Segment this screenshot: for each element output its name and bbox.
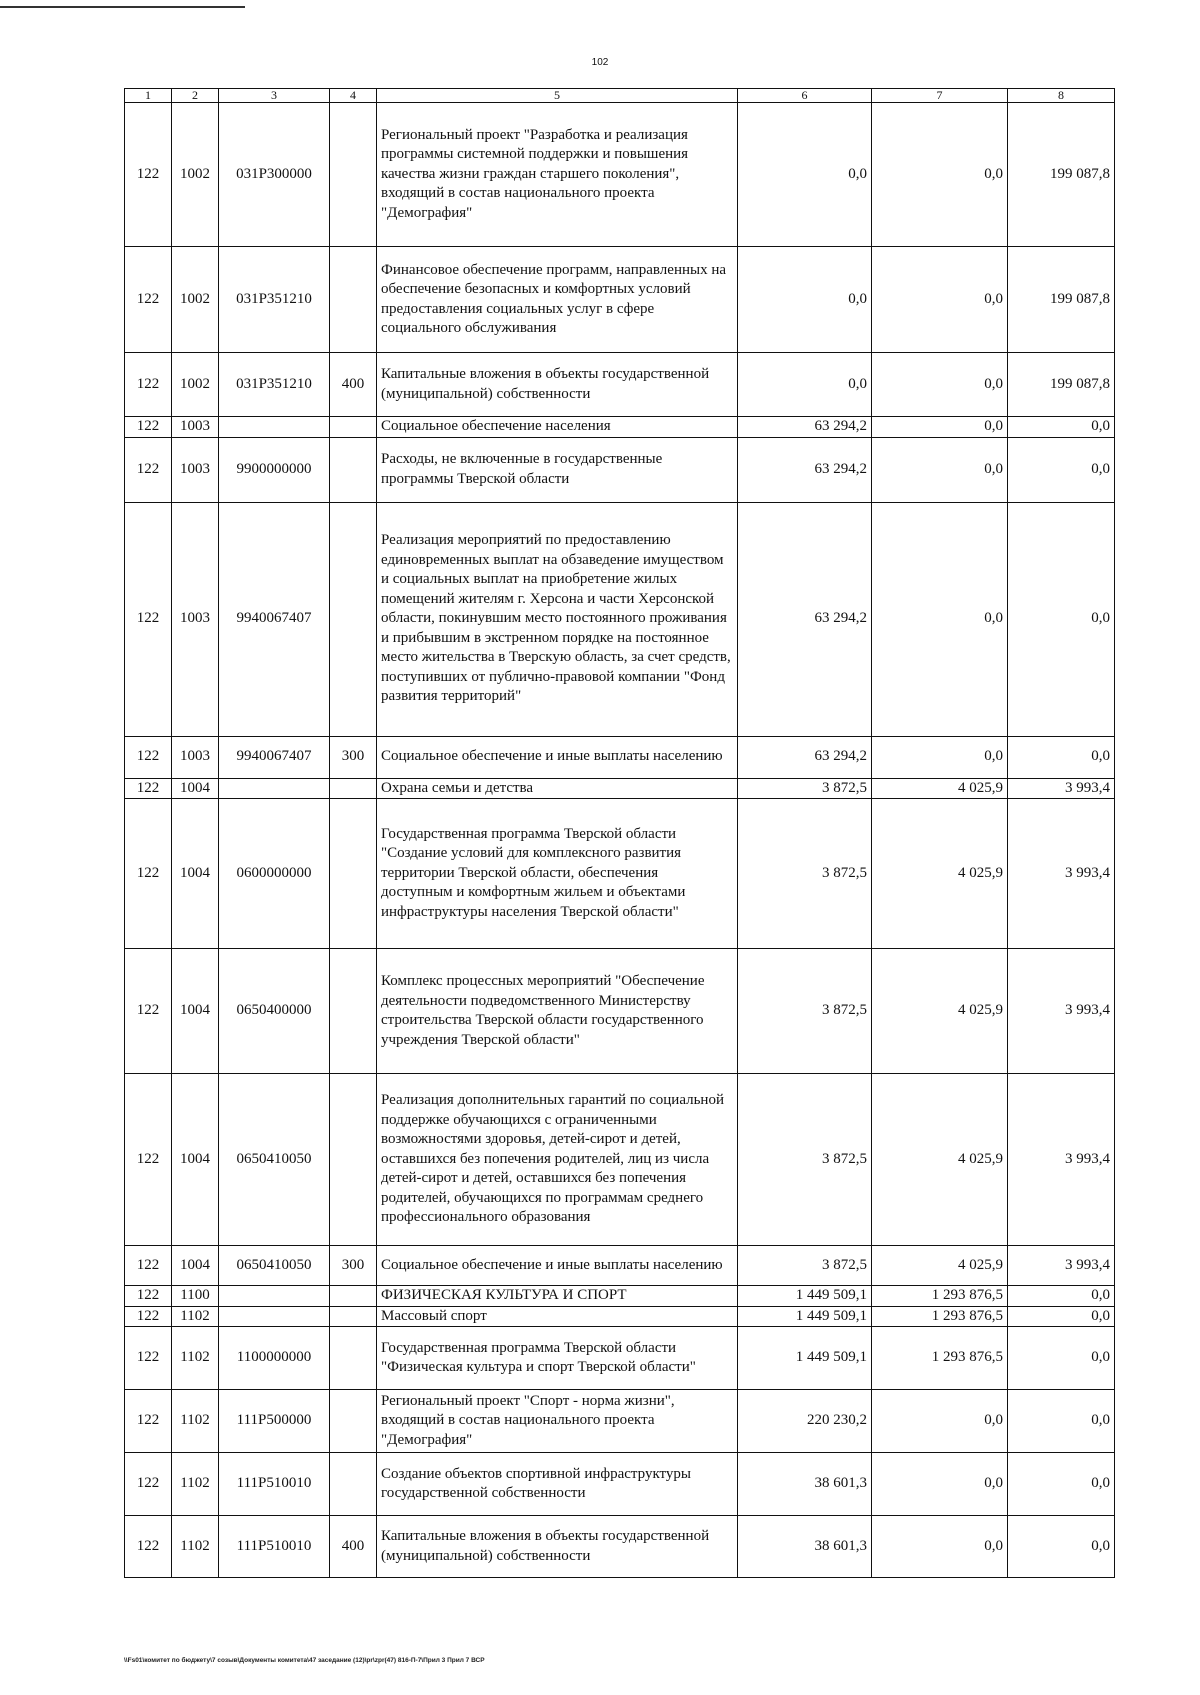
- target-article-cell: 9900000000: [219, 437, 330, 502]
- amount-2026-cell: 199 087,8: [1008, 353, 1115, 417]
- section-code-cell: 122: [125, 1246, 172, 1286]
- target-article-cell: 1100000000: [219, 1327, 330, 1390]
- section-code-cell: 122: [125, 778, 172, 799]
- description-cell: Капитальные вложения в объекты государственной (муниципальной) собственности: [377, 1516, 738, 1578]
- expense-type-cell: [330, 502, 377, 736]
- table-row: [125, 799, 1115, 949]
- amount-2025-cell: 0,0: [872, 1453, 1008, 1516]
- amount-2024-cell: 220 230,2: [738, 1390, 872, 1453]
- table-row: [125, 353, 1115, 417]
- expense-type-cell: [330, 778, 377, 799]
- target-article-cell: 111P510010: [219, 1453, 330, 1516]
- table-row: [125, 1286, 1115, 1307]
- target-article-cell: [219, 778, 330, 799]
- column-number-row: [125, 89, 1115, 103]
- amount-2024-cell: 1 449 509,1: [738, 1286, 872, 1307]
- expense-type-cell: [330, 247, 377, 353]
- section-code-cell: 122: [125, 437, 172, 502]
- footer-file-path: \\Fs01\комитет по бюджету\7 созыв\Документы комитета\47 заседание (12)\pr\zpr(47) 816-П-7\Прил 3 Прил 7 ВСР: [124, 1657, 485, 1664]
- expense-type-cell: [330, 1306, 377, 1327]
- amount-2025-cell: 0,0: [872, 103, 1008, 247]
- amount-2024-cell: 0,0: [738, 247, 872, 353]
- section-code-cell: 122: [125, 736, 172, 778]
- column-number: 8: [1008, 89, 1115, 103]
- amount-2024-cell: 63 294,2: [738, 437, 872, 502]
- description-cell: Финансовое обеспечение программ, направленных на обеспечение безопасных и комфортных условий предоставления социальных услуг в сфере социального обслуживания: [377, 247, 738, 353]
- expense-type-cell: 300: [330, 736, 377, 778]
- amount-2024-cell: 3 872,5: [738, 1246, 872, 1286]
- subsection-code-cell: 1003: [172, 736, 219, 778]
- table-row: [125, 1246, 1115, 1286]
- expense-type-cell: [330, 1074, 377, 1246]
- section-code-cell: 122: [125, 103, 172, 247]
- target-article-cell: 9940067407: [219, 502, 330, 736]
- amount-2024-cell: 63 294,2: [738, 502, 872, 736]
- amount-2026-cell: 3 993,4: [1008, 778, 1115, 799]
- amount-2025-cell: 0,0: [872, 247, 1008, 353]
- amount-2024-cell: 38 601,3: [738, 1516, 872, 1578]
- amount-2024-cell: 0,0: [738, 103, 872, 247]
- description-cell: Капитальные вложения в объекты государственной (муниципальной) собственности: [377, 353, 738, 417]
- budget-table: [124, 88, 1115, 1578]
- description-cell: Реализация мероприятий по предоставлению единовременных выплат на обзаведение имуществом и социальных выплат на приобретение жилых помещений жителям г. Херсона и части Херсонской области, покинувшим место постоянного проживания и прибывшим в экстренном порядке на постоянное место жительства в Тверскую область, за счет средств, поступивших от публично-правовой компании "Фонд развития территорий": [377, 502, 738, 736]
- amount-2024-cell: 38 601,3: [738, 1453, 872, 1516]
- amount-2024-cell: 3 872,5: [738, 799, 872, 949]
- table-row: [125, 1516, 1115, 1578]
- subsection-code-cell: 1004: [172, 949, 219, 1074]
- amount-2025-cell: 0,0: [872, 736, 1008, 778]
- subsection-code-cell: 1003: [172, 437, 219, 502]
- expense-type-cell: [330, 799, 377, 949]
- table-row: [125, 1390, 1115, 1453]
- description-cell: Государственная программа Тверской области "Создание условий для комплексного развития территории Тверской области, обеспечения доступным и комфортным жильем и объектами инфраструктуры населения Тверской области": [377, 799, 738, 949]
- target-article-cell: 9940067407: [219, 736, 330, 778]
- subsection-code-cell: 1102: [172, 1390, 219, 1453]
- section-code-cell: 122: [125, 353, 172, 417]
- section-code-cell: 122: [125, 502, 172, 736]
- expense-type-cell: [330, 1453, 377, 1516]
- amount-2026-cell: 0,0: [1008, 1286, 1115, 1307]
- table-row: [125, 949, 1115, 1074]
- target-article-cell: [219, 417, 330, 438]
- section-code-cell: 122: [125, 1516, 172, 1578]
- table-row: [125, 736, 1115, 778]
- amount-2026-cell: 0,0: [1008, 1516, 1115, 1578]
- amount-2025-cell: 1 293 876,5: [872, 1327, 1008, 1390]
- subsection-code-cell: 1002: [172, 103, 219, 247]
- amount-2025-cell: 0,0: [872, 417, 1008, 438]
- section-code-cell: 122: [125, 949, 172, 1074]
- expense-type-cell: [330, 1327, 377, 1390]
- section-code-cell: 122: [125, 1390, 172, 1453]
- amount-2024-cell: 3 872,5: [738, 778, 872, 799]
- amount-2025-cell: 0,0: [872, 1390, 1008, 1453]
- amount-2026-cell: 0,0: [1008, 1390, 1115, 1453]
- subsection-code-cell: 1003: [172, 417, 219, 438]
- amount-2026-cell: 3 993,4: [1008, 949, 1115, 1074]
- amount-2026-cell: 0,0: [1008, 736, 1115, 778]
- target-article-cell: 031P300000: [219, 103, 330, 247]
- subsection-code-cell: 1100: [172, 1286, 219, 1307]
- column-number: 3: [219, 89, 330, 103]
- expense-type-cell: [330, 1390, 377, 1453]
- description-cell: Массовый спорт: [377, 1306, 738, 1327]
- expense-type-cell: [330, 1286, 377, 1307]
- amount-2025-cell: 0,0: [872, 502, 1008, 736]
- amount-2026-cell: 0,0: [1008, 417, 1115, 438]
- table-row: [125, 437, 1115, 502]
- table-row: [125, 502, 1115, 736]
- amount-2024-cell: 1 449 509,1: [738, 1327, 872, 1390]
- amount-2026-cell: 0,0: [1008, 1327, 1115, 1390]
- section-code-cell: 122: [125, 799, 172, 949]
- description-cell: Региональный проект "Спорт - норма жизни", входящий в состав национального проекта "Демография": [377, 1390, 738, 1453]
- description-cell: Государственная программа Тверской области "Физическая культура и спорт Тверской области": [377, 1327, 738, 1390]
- subsection-code-cell: 1102: [172, 1516, 219, 1578]
- target-article-cell: 0600000000: [219, 799, 330, 949]
- table-row: [125, 417, 1115, 438]
- description-cell: Социальное обеспечение и иные выплаты населению: [377, 736, 738, 778]
- expense-type-cell: [330, 417, 377, 438]
- amount-2024-cell: 3 872,5: [738, 949, 872, 1074]
- table-row: [125, 1327, 1115, 1390]
- amount-2025-cell: 0,0: [872, 353, 1008, 417]
- table-row: [125, 247, 1115, 353]
- subsection-code-cell: 1004: [172, 1074, 219, 1246]
- expense-type-cell: [330, 949, 377, 1074]
- amount-2024-cell: 63 294,2: [738, 736, 872, 778]
- section-code-cell: 122: [125, 247, 172, 353]
- column-number: 1: [125, 89, 172, 103]
- amount-2025-cell: 1 293 876,5: [872, 1306, 1008, 1327]
- description-cell: Охрана семьи и детства: [377, 778, 738, 799]
- description-cell: Реализация дополнительных гарантий по социальной поддержке обучающихся с ограниченными возможностями здоровья, детей-сирот и детей, оставшихся без попечения родителей, лиц из числа детей-сирот и детей, оставшихся без попечения родителей, обучающихся по программам среднего профессионального образования: [377, 1074, 738, 1246]
- subsection-code-cell: 1004: [172, 1246, 219, 1286]
- subsection-code-cell: 1102: [172, 1327, 219, 1390]
- column-number: 7: [872, 89, 1008, 103]
- amount-2026-cell: 199 087,8: [1008, 247, 1115, 353]
- description-cell: Региональный проект "Разработка и реализация программы системной поддержки и повышения качества жизни граждан старшего поколения", входящий в состав национального проекта "Демография": [377, 103, 738, 247]
- amount-2026-cell: 199 087,8: [1008, 103, 1115, 247]
- amount-2025-cell: 0,0: [872, 437, 1008, 502]
- page-number: 102: [591, 57, 609, 68]
- amount-2025-cell: 4 025,9: [872, 778, 1008, 799]
- description-cell: Расходы, не включенные в государственные программы Тверской области: [377, 437, 738, 502]
- description-cell: Социальное обеспечение населения: [377, 417, 738, 438]
- target-article-cell: 0650410050: [219, 1246, 330, 1286]
- amount-2026-cell: 0,0: [1008, 502, 1115, 736]
- target-article-cell: 031P351210: [219, 353, 330, 417]
- column-number: 6: [738, 89, 872, 103]
- subsection-code-cell: 1102: [172, 1453, 219, 1516]
- table-row: [125, 1306, 1115, 1327]
- section-code-cell: 122: [125, 1327, 172, 1390]
- section-code-cell: 122: [125, 1306, 172, 1327]
- amount-2025-cell: 4 025,9: [872, 799, 1008, 949]
- amount-2024-cell: 3 872,5: [738, 1074, 872, 1246]
- subsection-code-cell: 1002: [172, 247, 219, 353]
- target-article-cell: 111P500000: [219, 1390, 330, 1453]
- amount-2026-cell: 3 993,4: [1008, 1246, 1115, 1286]
- column-number: 5: [377, 89, 738, 103]
- section-code-cell: 122: [125, 417, 172, 438]
- target-article-cell: 0650410050: [219, 1074, 330, 1246]
- amount-2025-cell: 1 293 876,5: [872, 1286, 1008, 1307]
- amount-2025-cell: 0,0: [872, 1516, 1008, 1578]
- expense-type-cell: [330, 437, 377, 502]
- target-article-cell: 031P351210: [219, 247, 330, 353]
- top-rule: [0, 6, 245, 8]
- amount-2026-cell: 3 993,4: [1008, 799, 1115, 949]
- target-article-cell: 0650400000: [219, 949, 330, 1074]
- expense-type-cell: 300: [330, 1246, 377, 1286]
- expense-type-cell: [330, 103, 377, 247]
- description-cell: ФИЗИЧЕСКАЯ КУЛЬТУРА И СПОРТ: [377, 1286, 738, 1307]
- amount-2026-cell: 0,0: [1008, 437, 1115, 502]
- target-article-cell: [219, 1286, 330, 1307]
- subsection-code-cell: 1003: [172, 502, 219, 736]
- table-row: [125, 1453, 1115, 1516]
- amount-2025-cell: 4 025,9: [872, 949, 1008, 1074]
- subsection-code-cell: 1002: [172, 353, 219, 417]
- expense-type-cell: 400: [330, 1516, 377, 1578]
- amount-2026-cell: 3 993,4: [1008, 1074, 1115, 1246]
- section-code-cell: 122: [125, 1074, 172, 1246]
- subsection-code-cell: 1004: [172, 778, 219, 799]
- section-code-cell: 122: [125, 1453, 172, 1516]
- description-cell: Создание объектов спортивной инфраструктуры государственной собственности: [377, 1453, 738, 1516]
- amount-2024-cell: 1 449 509,1: [738, 1306, 872, 1327]
- amount-2025-cell: 4 025,9: [872, 1246, 1008, 1286]
- description-cell: Социальное обеспечение и иные выплаты населению: [377, 1246, 738, 1286]
- target-article-cell: 111P510010: [219, 1516, 330, 1578]
- column-number: 4: [330, 89, 377, 103]
- subsection-code-cell: 1102: [172, 1306, 219, 1327]
- target-article-cell: [219, 1306, 330, 1327]
- table-row: [125, 778, 1115, 799]
- section-code-cell: 122: [125, 1286, 172, 1307]
- expense-type-cell: 400: [330, 353, 377, 417]
- amount-2026-cell: 0,0: [1008, 1453, 1115, 1516]
- table-row: [125, 103, 1115, 247]
- amount-2025-cell: 4 025,9: [872, 1074, 1008, 1246]
- amount-2024-cell: 63 294,2: [738, 417, 872, 438]
- column-number: 2: [172, 89, 219, 103]
- amount-2024-cell: 0,0: [738, 353, 872, 417]
- description-cell: Комплекс процессных мероприятий "Обеспечение деятельности подведомственного Министерству строительства Тверской области государственного учреждения Тверской области": [377, 949, 738, 1074]
- amount-2026-cell: 0,0: [1008, 1306, 1115, 1327]
- table-row: [125, 1074, 1115, 1246]
- subsection-code-cell: 1004: [172, 799, 219, 949]
